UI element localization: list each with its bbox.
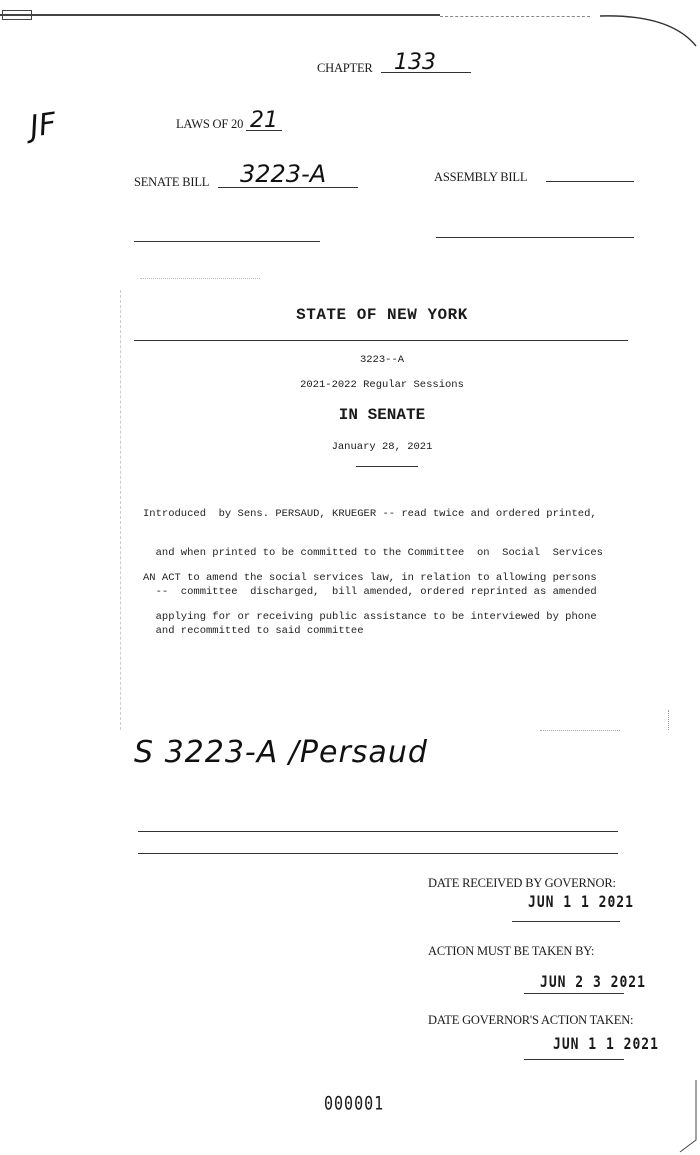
date-rule — [356, 466, 418, 467]
action-taken-label: DATE GOVERNOR'S ACTION TAKEN: — [428, 1013, 634, 1027]
chapter-label: CHAPTER — [317, 61, 373, 75]
heading-rule — [134, 340, 628, 341]
deadline-underline — [524, 993, 624, 994]
received-date-stamp: JUN 1 1 2021 — [528, 893, 634, 912]
top-right-corner-curve — [600, 10, 700, 50]
action-deadline-label: ACTION MUST BE TAKEN BY: — [428, 944, 595, 958]
handwritten-bill-note: S 3223-A /Persaud — [134, 735, 428, 770]
scan-dots-3 — [668, 710, 669, 730]
chapter-number-handwritten: 133 — [394, 50, 436, 75]
date-received-label: DATE RECEIVED BY GOVERNOR: — [428, 876, 616, 890]
deadline-date-stamp: JUN 2 3 2021 — [540, 973, 646, 992]
assembly-bill-underline — [546, 181, 634, 182]
top-left-scan-mark — [2, 10, 32, 20]
act-paragraph — [143, 546, 597, 637]
state-heading: STATE OF NEW YORK — [296, 306, 468, 324]
session-line: 2021-2022 Regular Sessions — [300, 379, 464, 391]
laws-of-label: LAWS OF 20 — [176, 117, 244, 131]
bill-number: 3223--A — [359, 354, 405, 366]
act-line: applying for or receiving public assistance to be interviewed by phone — [143, 611, 597, 623]
introduced-line: -- committee discharged, bill amended, ordered reprinted as amended — [143, 586, 597, 598]
blank-line-left — [134, 241, 320, 242]
action-taken-underline — [524, 1059, 624, 1060]
scan-dots-2 — [540, 730, 620, 731]
bill-date: January 28, 2021 — [331, 441, 433, 453]
rule-1 — [138, 831, 618, 832]
senate-bill-number-handwritten: 3223-A — [240, 160, 327, 188]
rule-2 — [138, 853, 618, 854]
senate-bill-label: SENATE BILL — [134, 175, 210, 189]
bottom-right-edge-mark — [676, 1080, 700, 1155]
action-taken-date-stamp: JUN 1 1 2021 — [553, 1035, 659, 1054]
top-scan-border — [0, 14, 440, 16]
introduced-line: Introduced by Sens. PERSAUD, KRUEGER -- read twice and ordered printed, — [143, 508, 597, 520]
introduced-line: and recommitted to said committee — [143, 625, 364, 637]
initials-handwritten: JF — [27, 106, 59, 145]
received-underline — [512, 921, 620, 922]
top-dashed-line — [440, 16, 590, 17]
assembly-bill-label: ASSEMBLY BILL — [434, 170, 528, 184]
act-line: AN ACT to amend the social services law, in relation to allowing persons — [143, 572, 597, 584]
blank-line-right — [436, 237, 634, 238]
page-number-stamp: 000001 — [324, 1092, 385, 1115]
scan-dots-1 — [140, 278, 260, 279]
laws-year-handwritten: 21 — [250, 108, 278, 133]
chamber-heading: IN SENATE — [338, 406, 426, 424]
introduced-line: and when printed to be committed to the Committee on Social Services — [143, 547, 603, 559]
